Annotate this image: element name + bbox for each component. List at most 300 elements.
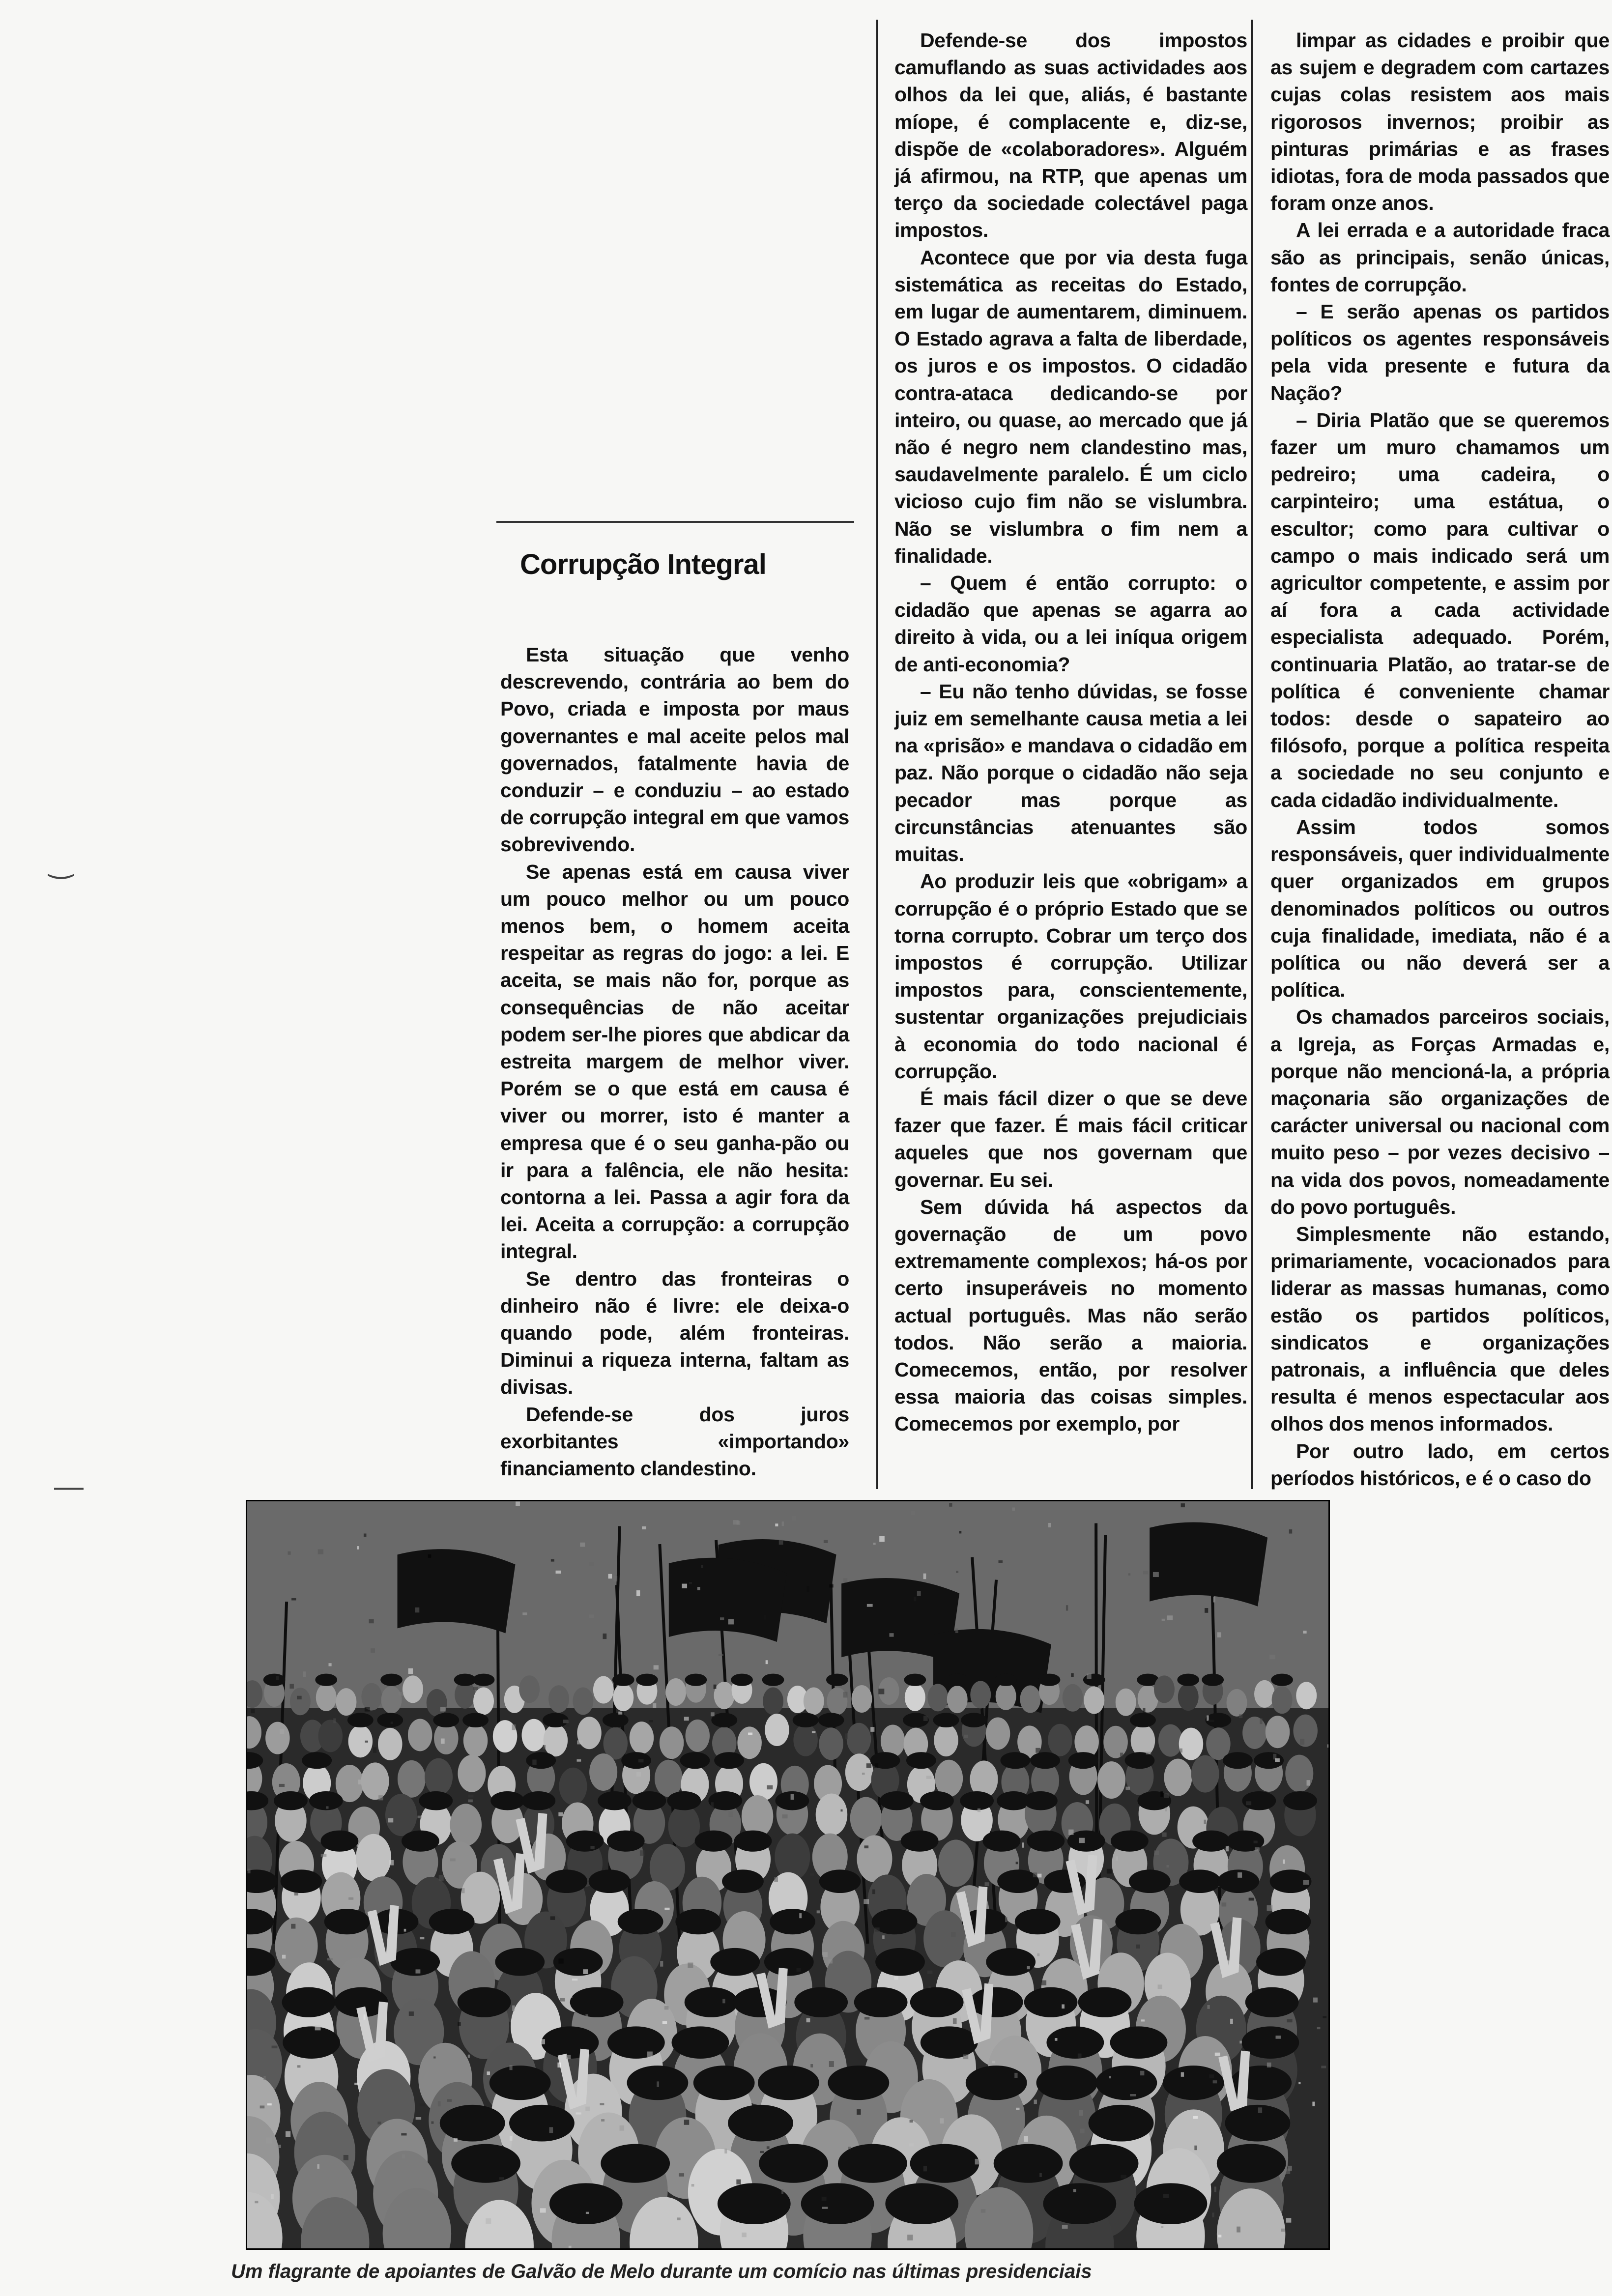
halftone-speckle: [680, 1710, 682, 1715]
halftone-speckle: [1215, 2053, 1220, 2056]
crowd-hair: [731, 1674, 753, 1686]
halftone-speckle: [1237, 2227, 1240, 2233]
halftone-speckle: [722, 1999, 725, 2003]
crowd-hair: [759, 2144, 828, 2183]
halftone-speckle: [580, 1543, 585, 1547]
halftone-speckle: [679, 2173, 684, 2177]
crowd-head: [425, 1758, 453, 1796]
halftone-speckle: [978, 1808, 980, 1812]
crowd-head: [385, 1794, 417, 1836]
crowd-hair: [904, 1674, 926, 1686]
halftone-speckle: [728, 1619, 734, 1625]
halftone-speckle: [872, 1890, 875, 1894]
halftone-speckle: [878, 1689, 884, 1694]
halftone-speckle: [468, 1795, 474, 1798]
crowd-head: [934, 1724, 958, 1756]
halftone-speckle: [377, 2122, 381, 2124]
halftone-speckle: [767, 2146, 770, 2149]
halftone-speckle: [845, 1734, 848, 1739]
halftone-speckle: [1283, 1860, 1285, 1864]
halftone-speckle: [736, 1521, 740, 1525]
crowd-hair: [854, 1987, 908, 2017]
halftone-speckle: [810, 2064, 813, 2067]
crowd-head: [348, 1725, 373, 1757]
halftone-speckle: [1327, 1744, 1328, 1748]
paragraph: Se dentro das fronteiras o dinheiro não é livre: ele deixa-o quando pode, além fronteiras. Diminui a riqueza interna, faltam as divisas.: [500, 1267, 849, 1399]
halftone-speckle: [418, 1816, 422, 1818]
crowd-hair: [994, 2144, 1063, 2183]
crowd-hair: [1024, 1791, 1058, 1810]
halftone-speckle: [344, 2155, 348, 2160]
halftone-speckle: [461, 1888, 464, 1893]
crowd-hair: [762, 1674, 784, 1686]
halftone-speckle: [454, 2138, 458, 2142]
halftone-speckle: [1022, 1842, 1024, 1847]
crowd-hair: [764, 1948, 814, 1976]
halftone-speckle: [657, 2081, 659, 2087]
crowd-head: [316, 1684, 337, 1711]
halftone-speckle: [303, 1671, 306, 1677]
halftone-speckle: [748, 1733, 752, 1735]
crowd-head: [1179, 1728, 1204, 1760]
halftone-speckle: [953, 2018, 957, 2024]
crowd-head: [660, 1726, 684, 1759]
crowd-hair: [489, 2066, 551, 2100]
halftone-speckle: [416, 2117, 421, 2120]
crowd-head: [1254, 1680, 1275, 1708]
halftone-speckle: [1062, 2225, 1068, 2229]
crowd-hair: [1223, 1752, 1253, 1769]
halftone-speckle: [1313, 1998, 1318, 2003]
crowd-hair: [680, 1752, 710, 1769]
crowd-head: [1116, 1689, 1136, 1716]
halftone-speckle: [975, 2159, 980, 2165]
halftone-speckle: [473, 1687, 478, 1690]
paragraph: É mais fácil dizer o que se deve fazer que fazer. É mais fácil criticar aqueles que nos governam que governar. Eu sei.: [894, 1087, 1247, 1191]
halftone-speckle: [1033, 1872, 1037, 1877]
crowd-head: [655, 1760, 683, 1797]
halftone-speckle: [1180, 1749, 1182, 1752]
halftone-speckle: [297, 1696, 302, 1699]
halftone-speckle: [1079, 2110, 1083, 2116]
crowd-head: [398, 1760, 426, 1798]
halftone-speckle: [364, 1533, 367, 1536]
halftone-speckle: [840, 1809, 842, 1811]
crowd-hair: [1036, 2066, 1098, 2100]
halftone-speckle: [1163, 2194, 1169, 2198]
halftone-speckle: [389, 1860, 394, 1866]
halftone-speckle: [1153, 1572, 1159, 1577]
halftone-speckle: [1121, 2175, 1126, 2179]
halftone-speckle: [653, 1703, 656, 1708]
crowd-head: [763, 1687, 783, 1715]
halftone-speckle: [1286, 2168, 1290, 2174]
crowd-head: [356, 1834, 391, 1881]
halftone-speckle: [964, 1735, 968, 1738]
halftone-speckle: [636, 1590, 640, 1596]
halftone-speckle: [910, 2120, 913, 2123]
crowd-head: [1285, 1755, 1313, 1792]
halftone-speckle: [867, 1604, 873, 1607]
scan-mark: —: [54, 1470, 84, 1503]
halftone-speckle: [828, 1959, 833, 1963]
halftone-speckle: [318, 1549, 323, 1554]
crowd-head: [804, 1687, 824, 1715]
halftone-speckle: [843, 1692, 848, 1698]
crowd-hair: [920, 1791, 954, 1810]
crowd-hair: [566, 1831, 604, 1852]
crowd-hair: [946, 1674, 968, 1686]
halftone-speckle: [1269, 1655, 1275, 1659]
halftone-speckle: [1161, 2226, 1164, 2228]
crowd-hair: [636, 1674, 658, 1686]
crowd-hair: [695, 1831, 733, 1852]
halftone-speckle: [1116, 1856, 1118, 1861]
crowd-hair: [549, 2183, 623, 2224]
halftone-speckle: [1162, 1619, 1165, 1621]
crowd-head: [749, 1763, 777, 1801]
crowd-hair: [521, 1791, 555, 1810]
crowd-photo-image: [247, 1501, 1328, 2248]
crowd-head: [1063, 1684, 1083, 1712]
halftone-speckle: [369, 1619, 374, 1623]
crowd-head: [1266, 1716, 1290, 1748]
halftone-speckle: [824, 1540, 828, 1543]
halftone-speckle: [778, 2219, 781, 2223]
halftone-speckle: [1212, 2212, 1214, 2217]
halftone-speckle: [1230, 2019, 1233, 2024]
halftone-speckle: [711, 1712, 715, 1716]
halftone-speckle: [992, 2061, 995, 2063]
crowd-hair: [1083, 1674, 1105, 1686]
crowd-hair: [710, 1948, 760, 1976]
crowd-head: [521, 1719, 546, 1751]
halftone-speckle: [522, 1612, 527, 1615]
halftone-speckle: [1214, 2186, 1216, 2192]
halftone-speckle: [1165, 1808, 1167, 1811]
crowd-head: [473, 1688, 494, 1715]
halftone-speckle: [1181, 1503, 1185, 1507]
halftone-speckle: [294, 1893, 298, 1895]
halftone-speckle: [870, 1727, 874, 1732]
paragraph: Esta situação que venho descrevendo, contrária ao bem do Povo, criada e imposta por maus governantes e mal aceite pelos mal governados, fatalmente havia de conduzir – e conduziu – ao estado de corrupção integral em que vamos sobrevivendo.: [500, 643, 849, 856]
crowd-hair: [1241, 2026, 1299, 2059]
section-rule: [496, 521, 854, 523]
halftone-speckle: [1275, 1758, 1280, 1762]
halftone-speckle: [1239, 2041, 1242, 2044]
crowd-head: [816, 1794, 848, 1836]
crowd-hair: [1001, 1752, 1031, 1769]
crowd-hair: [828, 2066, 889, 2100]
crowd-hair: [633, 1791, 666, 1810]
halftone-speckle: [1107, 1869, 1112, 1874]
halftone-speckle: [1181, 2072, 1184, 2077]
halftone-speckle: [1213, 1597, 1215, 1603]
halftone-speckle: [1222, 1902, 1227, 1906]
crowd-hair: [281, 1869, 322, 1893]
halftone-speckle: [1303, 1631, 1306, 1634]
crowd-head: [408, 1719, 432, 1751]
halftone-speckle: [1275, 2036, 1280, 2039]
halftone-speckle: [642, 1526, 646, 1529]
crowd-head: [593, 1676, 614, 1704]
crowd-hair: [473, 1674, 495, 1686]
halftone-speckle: [1258, 2107, 1262, 2113]
section-title: Corrupção Integral: [520, 548, 766, 580]
crowd-hair: [1069, 2144, 1139, 2183]
halftone-speckle: [1246, 1801, 1251, 1805]
crowd-hair: [1030, 1752, 1060, 1769]
halftone-speckle: [289, 1684, 293, 1689]
halftone-speckle: [354, 2083, 359, 2085]
crowd-hair: [283, 2026, 340, 2059]
halftone-speckle: [1066, 1605, 1068, 1610]
crowd-hair: [546, 1869, 587, 1893]
crowd-hair: [495, 1948, 545, 1976]
halftone-speckle: [857, 2109, 861, 2115]
halftone-speckle: [583, 1969, 588, 1974]
halftone-speckle: [1162, 1833, 1167, 1837]
halftone-speckle: [326, 1806, 328, 1808]
halftone-speckle: [487, 2071, 490, 2075]
crowd-hair: [429, 1909, 475, 1934]
halftone-speckle: [512, 2006, 515, 2011]
halftone-speckle: [551, 1559, 554, 1562]
crowd-hair: [526, 1752, 556, 1769]
halftone-speckle: [1287, 2019, 1292, 2022]
halftone-speckle: [586, 2212, 589, 2214]
crowd-head: [613, 1684, 633, 1711]
crowd-hair: [875, 1948, 925, 1976]
paragraph: Simplesmente não estando, primariamente, vocacionados para liderar as massas humanas, como estão os partidos políticos, sindicatos e organizações patronais, a influência que deles resulta é menos espectacular aos olhos dos menos informados.: [1270, 1222, 1610, 1435]
crowd-head: [361, 1762, 389, 1800]
halftone-speckle: [654, 1665, 659, 1669]
halftone-speckle: [1267, 1905, 1273, 1911]
halftone-speckle: [440, 1707, 446, 1712]
crowd-hair: [1068, 1752, 1098, 1769]
halftone-speckle: [589, 1614, 594, 1618]
halftone-speckle: [829, 2061, 834, 2067]
halftone-speckle: [1194, 2146, 1197, 2150]
flag: [398, 1549, 516, 1633]
crowd-hair: [770, 1909, 815, 1934]
halftone-speckle: [1249, 1898, 1254, 1901]
crowd-head: [996, 1683, 1016, 1710]
halftone-speckle: [1167, 1615, 1173, 1620]
halftone-speckle: [577, 1740, 583, 1744]
paragraph: Defende-se dos impostos camuflando as suas actividades aos olhos da lei que, aliás, é bastante míope, é complacente e, diz-se, dispõe de «colaboradores». Alguém já afirmou, na RTP, que apenas um terço da sociedade colectável paga impostos.: [894, 29, 1247, 242]
crowd-head: [290, 1688, 311, 1715]
halftone-speckle: [248, 1868, 251, 1873]
crowd-hair: [826, 1674, 848, 1686]
article-column-1: [500, 545, 849, 1482]
halftone-speckle: [812, 1731, 815, 1733]
crowd-head: [378, 1728, 403, 1760]
crowd-head: [923, 1910, 966, 1967]
halftone-speckle: [431, 2122, 433, 2124]
halftone-speckle: [255, 2201, 258, 2204]
crowd-hair: [685, 1987, 738, 2017]
halftone-speckle: [875, 1763, 878, 1768]
halftone-speckle: [764, 1615, 766, 1620]
flag: [1150, 1522, 1267, 1606]
halftone-speckle: [1143, 1708, 1145, 1713]
crowd-head: [573, 1687, 593, 1715]
crowd-hair: [986, 1948, 1036, 1976]
crowd-head: [1097, 1761, 1125, 1799]
halftone-speckle: [779, 1540, 783, 1545]
crowd-hair: [901, 1831, 939, 1852]
photo-caption: Um flagrante de apoiantes de Galvão de Melo durante um comício nas últimas presidenciais: [231, 2261, 1092, 2282]
column-rule: [1251, 20, 1253, 1489]
halftone-speckle: [775, 1523, 778, 1526]
halftone-speckle: [1204, 1820, 1207, 1824]
halftone-speckle: [439, 1875, 444, 1881]
crowd-head: [938, 1839, 974, 1887]
halftone-speckle: [276, 1676, 279, 1680]
halftone-speckle: [288, 1551, 290, 1555]
crowd-hair: [1179, 1869, 1221, 1893]
halftone-speckle: [315, 2025, 321, 2031]
crowd-hair: [910, 1987, 964, 2017]
crowd-head: [686, 1720, 710, 1752]
halftone-speckle: [664, 1908, 669, 1910]
halftone-speckle: [1037, 1953, 1040, 1956]
halftone-speckle: [724, 2149, 727, 2153]
crowd-head: [318, 1720, 343, 1752]
halftone-speckle: [543, 1745, 546, 1750]
halftone-speckle: [556, 1571, 561, 1574]
crowd-hair: [589, 1869, 631, 1893]
paragraph: – Diria Platão que se queremos fazer um muro chamamos um pedreiro; uma cadeira, o carpinteiro; uma estátua, o escultor; como para cultivar o campo o mais indicado será um agricultor competente, e assim por aí fora a cada actividade especialista adequado. Porém, continuaria Platão, ao tratar-se de política é conveniente chamar todos: desde o sapateiro ao filósofo, porque a política respeita a sociedade no seu conjunto e cada cidadão individualmente.: [1270, 408, 1610, 811]
halftone-speckle: [728, 1811, 733, 1817]
halftone-speckle: [1286, 2218, 1292, 2222]
halftone-speckle: [516, 1501, 520, 1506]
crowd-hair: [1225, 2105, 1290, 2142]
halftone-speckle: [662, 2021, 667, 2024]
crowd-hair: [728, 2105, 793, 2142]
halftone-speckle: [806, 2018, 810, 2022]
crowd-hair: [672, 2026, 729, 2059]
article-column-2: [894, 27, 1247, 1438]
halftone-speckle: [263, 2076, 266, 2080]
halftone-speckle: [1213, 2080, 1217, 2083]
paragraph: Por outro lado, em certos períodos históricos, e é o caso do: [1270, 1439, 1610, 1490]
crowd-hair: [621, 1752, 651, 1769]
halftone-speckle: [388, 1818, 393, 1823]
halftone-speckle: [404, 1929, 406, 1932]
halftone-speckle: [619, 2125, 624, 2131]
crowd-hair: [910, 2144, 979, 2183]
crowd-head: [714, 1682, 735, 1709]
halftone-speckle: [1238, 1872, 1242, 1878]
crowd-hair: [1027, 1831, 1065, 1852]
paragraph: Ao produzir leis que «obrigam» a corrupção é o próprio Estado que se torna corrupto. Cobrar um terço dos impostos é corrupção. Utilizar impostos para, conscientemente, sustentar organizações prejudiciais à economia do todo nacional é corrupção.: [894, 870, 1247, 1083]
halftone-speckle: [1037, 1874, 1041, 1878]
halftone-speckle: [1158, 1984, 1162, 1989]
halftone-speckle: [550, 1916, 555, 1920]
halftone-speckle: [864, 1845, 869, 1848]
halftone-speckle: [348, 1897, 353, 1900]
halftone-speckle: [864, 1899, 869, 1904]
halftone-speckle: [1062, 2005, 1065, 2009]
halftone-speckle: [911, 1511, 915, 1515]
crowd-head: [458, 1755, 486, 1792]
halftone-speckle: [558, 1958, 563, 1963]
halftone-speckle: [711, 1802, 714, 1808]
crowd-hair: [711, 1713, 737, 1727]
crowd-head: [403, 1675, 423, 1703]
halftone-speckle: [291, 1598, 296, 1601]
halftone-speckle: [1218, 2235, 1222, 2237]
crowd-head: [463, 1724, 488, 1757]
halftone-speckle: [791, 1794, 794, 1800]
halftone-speckle: [585, 2014, 588, 2019]
halftone-speckle: [603, 1634, 606, 1639]
halftone-speckle: [1109, 2076, 1111, 2078]
crowd-hair: [542, 2026, 599, 2059]
crowd-head: [927, 1684, 948, 1711]
halftone-speckle: [951, 1932, 955, 1937]
crowd-hair: [819, 1869, 861, 1893]
halftone-speckle: [557, 2063, 561, 2067]
halftone-speckle: [1205, 1608, 1208, 1613]
halftone-speckle: [540, 2208, 546, 2212]
halftone-speckle: [691, 2184, 694, 2186]
crowd-head: [970, 1681, 991, 1708]
crowd-head: [1103, 1726, 1128, 1758]
halftone-speckle: [321, 1854, 327, 1857]
paragraph: Se apenas está em causa viver um pouco melhor ou um pouco menos bem, o homem aceita respeitar as regras do jogo: a lei. E aceita, se mais não for, porque as consequências de não aceitar podem ser-lhe piores que abdicar da estreita margem de melhor viver. Porém se o que está em causa é viver ou morrer, isto é manter a empresa que é o seu ganha-pão ou ir para a falência, ele não hesita: contorna a lei. Passa a agir fora da lei. Aceita a corrupção: a corrupção integral.: [500, 860, 849, 1263]
halftone-speckle: [373, 1747, 376, 1752]
crowd-head: [589, 1753, 617, 1791]
halftone-speckle: [1128, 1573, 1130, 1576]
crowd-hair: [718, 2183, 791, 2224]
halftone-speckle: [963, 2054, 968, 2059]
halftone-speckle: [649, 1720, 653, 1722]
crowd-hair: [793, 1713, 819, 1727]
crowd-hair: [1125, 1752, 1155, 1769]
crowd-head: [381, 1686, 402, 1714]
crowd-hair: [402, 1831, 439, 1852]
halftone-speckle: [447, 2099, 452, 2101]
halftone-speckle: [682, 1584, 687, 1588]
halftone-speckle: [1281, 2229, 1285, 2232]
halftone-speckle: [510, 2136, 513, 2141]
halftone-speckle: [272, 2046, 278, 2048]
crowd-hair: [1134, 2183, 1208, 2224]
halftone-speckle: [882, 1935, 885, 1939]
halftone-speckle: [333, 1719, 336, 1723]
halftone-speckle: [1073, 2189, 1076, 2192]
crowd-head: [1242, 1717, 1267, 1749]
halftone-speckle: [862, 1773, 865, 1775]
crowd-head: [1158, 1724, 1183, 1757]
halftone-speckle: [1120, 1752, 1123, 1756]
halftone-speckle: [297, 2065, 300, 2067]
halftone-speckle: [1125, 1787, 1129, 1790]
crowd-hair: [324, 1909, 370, 1934]
crowd-hair: [885, 2183, 958, 2224]
paragraph: Sem dúvida há aspectos da governação de um povo extremamente complexos; há-os por certo insuperáveis no momento actual português. Mas não serão todos. Não serão a maioria. Comecemos, então, por resolver essa maioria das coisas simples. Comecemos por exemplo, por: [894, 1195, 1247, 1435]
halftone-speckle: [266, 2138, 271, 2144]
halftone-speckle: [409, 2011, 414, 2016]
halftone-speckle: [613, 1576, 617, 1581]
crowd-hair: [1024, 1987, 1078, 2017]
crowd-hair: [302, 1752, 332, 1769]
halftone-speckle: [697, 1587, 700, 1590]
paragraph: Acontece que por via desta fuga sistemática as receitas do Estado, em lugar de aumentarem, diminuem. O Estado agrava a falta de liberdade, os juros e os impostos. O cidadão contra-ataca dedicando-se por inteiro, ou quase, ao mercado que já não é negro nem clandestino mas, saudavelmente paralelo. É um ciclo vicioso cujo fim não se vislumbra. Não se vislumbra o fim nem a finalidade.: [894, 246, 1247, 567]
